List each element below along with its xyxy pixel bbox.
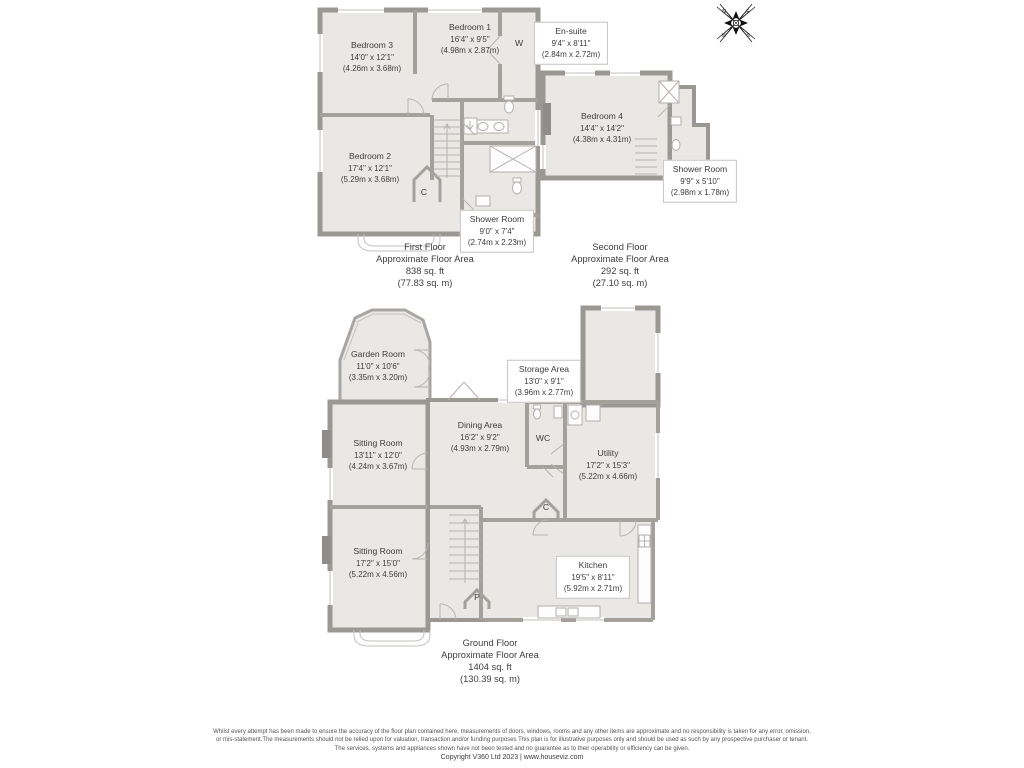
svg-text:S: S — [746, 33, 750, 39]
chimney — [543, 103, 551, 135]
room-dim-imperial: 16'2" x 9'2" — [460, 432, 500, 442]
floor-title: Ground Floor — [462, 638, 518, 648]
room-dim-imperial: 17'2" x 15'3" — [586, 460, 630, 470]
cupboard-marker: C — [542, 502, 550, 512]
floor-area-ft: 838 sq. ft — [405, 266, 445, 276]
sink-icon — [556, 608, 566, 616]
pantry-marker: P — [474, 592, 480, 602]
room-dim-imperial: 9'0" x 7'4" — [479, 226, 515, 236]
room-name: Bedroom 2 — [348, 150, 392, 161]
room-label-bedroom4 — [573, 111, 631, 146]
room-dim-imperial: 17'2" x 15'0" — [356, 558, 400, 568]
chimney — [322, 536, 331, 564]
room-dim-imperial: 11'0" x 10'6" — [356, 361, 400, 371]
room-label-dining-area — [451, 420, 509, 455]
room-dim-imperial: 16'4" x 9'5" — [450, 34, 490, 44]
room-name: Storage Area — [518, 363, 570, 374]
floor-area-m: (27.10 sq. m) — [592, 278, 648, 288]
disclaimer — [0, 728, 1024, 763]
room-name: Sitting Room — [353, 545, 403, 556]
room-dim-imperial: 19'5" x 8'11" — [571, 572, 615, 582]
room-label-utility — [579, 448, 637, 483]
floor-title: First Floor — [404, 242, 446, 252]
room-label-bedroom2 — [341, 151, 399, 186]
storage-block — [583, 308, 658, 405]
room-label-kitchen — [556, 556, 630, 599]
room-label-sitting-room-2 — [349, 546, 407, 581]
room-dim-metric: (4.38m x 4.31m) — [572, 134, 632, 144]
disclaimer-line-1: Whilst every attempt has been made to ensure the accuracy of the floor plan contained here, measurements of doors, windows, rooms and any other items are approximate and no responsibility is taken for any error, omission, — [213, 729, 811, 735]
room-name: Shower Room — [672, 163, 728, 174]
toilet-icon — [534, 405, 541, 409]
room-dim-metric: (3.35m x 3.20m) — [348, 372, 408, 382]
toilet-icon — [672, 140, 680, 151]
room-label-bedroom1 — [441, 22, 499, 57]
left-block — [330, 402, 428, 630]
room-dim-imperial: 17'4" x 12'1" — [348, 163, 392, 173]
floor-area-m: (77.83 sq. m) — [397, 278, 453, 288]
room-label-shower-room-second — [663, 160, 737, 203]
room-dim-metric: (5.29m x 3.68m) — [340, 174, 400, 184]
chimney — [322, 430, 331, 458]
sink-icon — [671, 117, 681, 125]
first-floor-summary — [376, 241, 474, 289]
room-name: Bedroom 1 — [448, 21, 492, 32]
room-dim-imperial: 9'4" x 8'11" — [551, 38, 591, 48]
disclaimer-line-3: The services, systems and appliances shown have not been tested and no guarantee as to their operability or efficiency can be given. — [334, 745, 690, 752]
room-dim-metric: (4.26m x 3.68m) — [342, 63, 402, 73]
room-name: Bedroom 3 — [350, 39, 394, 50]
room-name: Garden Room — [351, 348, 405, 359]
room-dim-metric: (5.92m x 2.71m) — [563, 583, 623, 593]
room-name: En-suite — [555, 25, 587, 36]
wardrobe-marker: W — [514, 38, 524, 48]
cupboard-marker: C — [420, 187, 428, 197]
floor-area-ft: 292 sq. ft — [600, 266, 640, 276]
sink-icon — [554, 406, 562, 418]
room-dim-metric: (4.98m x 2.87m) — [440, 45, 500, 55]
room-dim-metric: (2.84m x 2.72m) — [541, 49, 601, 59]
sink-icon — [476, 196, 490, 206]
room-dim-imperial: 9'9" x 5'10" — [680, 176, 720, 186]
room-dim-metric: (5.22m x 4.66m) — [578, 471, 638, 481]
svg-text:W: W — [721, 33, 727, 39]
copyright-line: Copyright V360 Ltd 2023 | www.houseviz.com — [440, 754, 584, 762]
room-dim-imperial: 13'11" x 12'0" — [354, 450, 402, 460]
compass-rose-icon — [705, 0, 767, 48]
sink-icon — [568, 608, 578, 616]
room-dim-metric: (4.24m x 3.67m) — [348, 461, 408, 471]
toilet-icon — [513, 178, 521, 182]
room-dim-imperial: 13'0" x 9'1" — [524, 376, 564, 386]
french-door-mark — [448, 382, 480, 400]
floor-area-m: (130.39 sq. m) — [460, 674, 520, 684]
floor-area-ft: 1404 sq. ft — [468, 662, 512, 672]
room-dim-imperial: 14'4" x 14'2" — [580, 123, 624, 133]
floor-area-caption: Approximate Floor Area — [571, 254, 669, 264]
floor-area-caption: Approximate Floor Area — [441, 650, 539, 660]
second-floor-summary — [571, 241, 669, 289]
svg-text:E: E — [746, 9, 750, 15]
room-name: Shower Room — [469, 213, 525, 224]
room-label-storage-area — [507, 360, 581, 403]
room-dim-metric: (3.96m x 2.77m) — [514, 387, 574, 397]
room-name: Sitting Room — [353, 437, 403, 448]
ground-floor-summary — [441, 637, 539, 685]
appliance-icon — [568, 405, 582, 425]
room-dim-metric: (2.74m x 2.23m) — [467, 237, 527, 247]
toilet-icon — [504, 96, 514, 100]
room-label-bedroom3 — [343, 40, 401, 75]
appliance-icon — [586, 405, 600, 421]
room-name: Bedroom 4 — [580, 110, 624, 121]
room-name: Kitchen — [578, 559, 608, 570]
wc-marker: WC — [535, 433, 551, 443]
svg-text:N: N — [722, 9, 726, 15]
disclaimer-line-2: or mis-statement.The measurements should not be relied upon for valuation, transaction and/or funding purposes This plan is for illustrative purposes only and should be used as such by any prospective purchaser or tenant. — [216, 737, 808, 744]
floor-title: Second Floor — [592, 242, 648, 252]
room-dim-imperial: 14'0" x 12'1" — [350, 52, 394, 62]
floor-area-caption: Approximate Floor Area — [376, 254, 474, 264]
room-label-sitting-room-1 — [349, 438, 407, 473]
room-label-garden-room — [349, 349, 407, 384]
room-dim-metric: (4.93m x 2.79m) — [450, 443, 510, 453]
room-label-ensuite — [534, 22, 608, 65]
room-name: Dining Area — [457, 419, 503, 430]
room-dim-metric: (2.98m x 1.78m) — [670, 187, 730, 197]
room-dim-metric: (5.22m x 4.56m) — [348, 569, 408, 579]
room-name: Utility — [597, 447, 619, 458]
